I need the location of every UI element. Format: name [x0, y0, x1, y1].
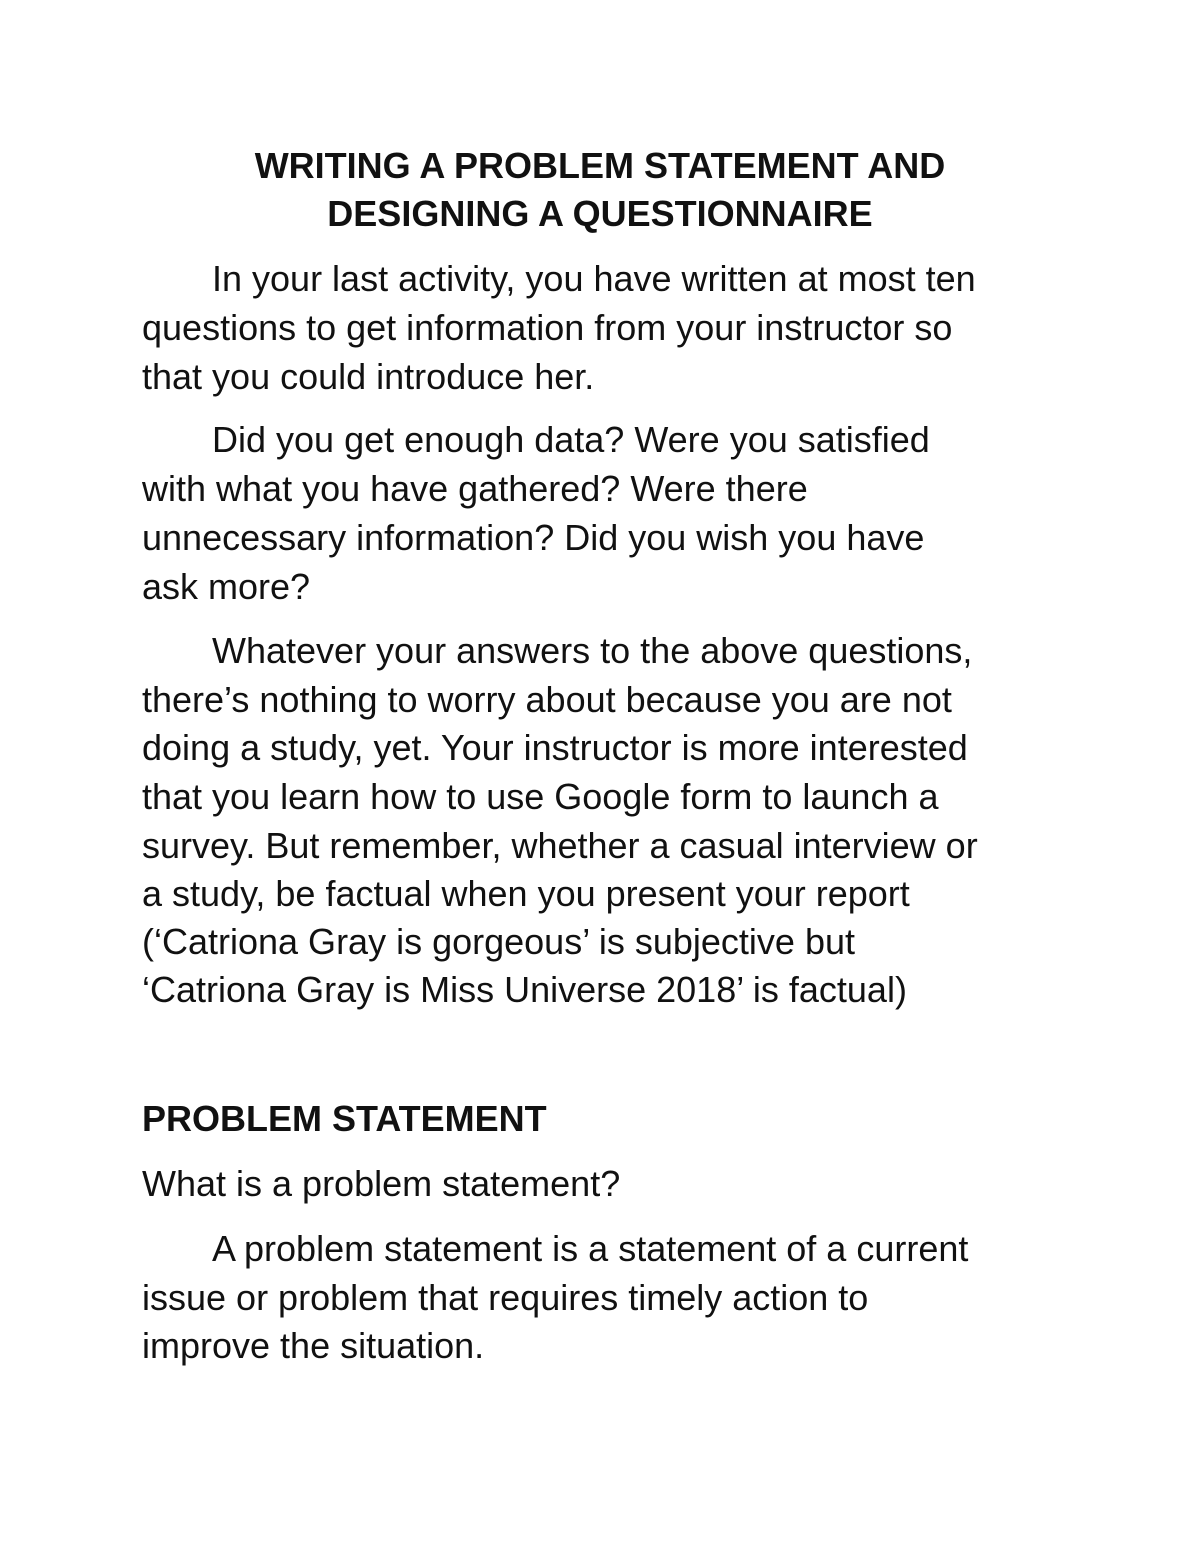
document-title-line-2: DESIGNING A QUESTIONNAIRE	[327, 193, 873, 234]
paragraph-3-line: (‘Catriona Gray is gorgeous’ is subjective but	[142, 921, 855, 962]
paragraph-3-line: that you learn how to use Google form to launch a	[142, 776, 939, 817]
paragraph-3-line: a study, be factual when you present your report	[142, 873, 910, 914]
paragraph-3-line: Whatever your answers to the above questions,	[212, 630, 973, 671]
paragraph-2-line: Did you get enough data? Were you satisfied	[212, 419, 930, 460]
paragraph-1-line: that you could introduce her.	[142, 356, 595, 397]
paragraph-3-line: survey. But remember, whether a casual interview or	[142, 825, 978, 866]
paragraph-1-line: In your last activity, you have written at most ten	[212, 258, 976, 299]
paragraph-2-line: ask more?	[142, 566, 311, 607]
paragraph-4-line: improve the situation.	[142, 1325, 485, 1366]
paragraph-3-line: doing a study, yet. Your instructor is more interested	[142, 727, 968, 768]
paragraph-4-line: issue or problem that requires timely action to	[142, 1277, 869, 1318]
paragraph-2-line: unnecessary information? Did you wish you have	[142, 517, 925, 558]
section-heading: PROBLEM STATEMENT	[142, 1098, 547, 1139]
paragraph-4-line: A problem statement is a statement of a current	[212, 1228, 969, 1269]
question-line: What is a problem statement?	[142, 1163, 621, 1204]
paragraph-1-line: questions to get information from your instructor so	[142, 307, 953, 348]
paragraph-3-line: ‘Catriona Gray is Miss Universe 2018’ is factual)	[142, 969, 907, 1010]
paragraph-2-line: with what you have gathered? Were there	[142, 468, 808, 509]
paragraph-3-line: there’s nothing to worry about because you are not	[142, 679, 952, 720]
document-title-line-1: WRITING A PROBLEM STATEMENT AND	[254, 145, 946, 186]
